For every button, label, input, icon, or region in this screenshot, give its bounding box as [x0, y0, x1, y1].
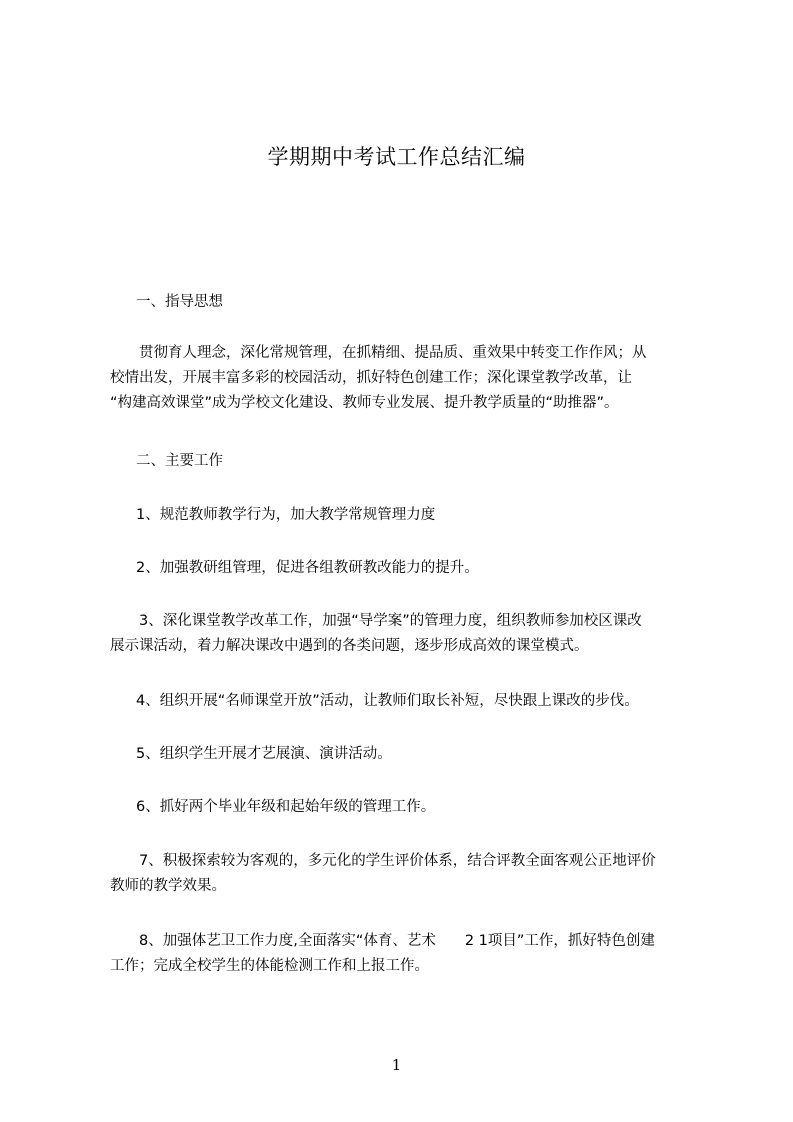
- work-item-6: 6、抓好两个毕业年级和起始年级的管理工作。: [136, 799, 436, 815]
- work-item-3: [110, 609, 710, 659]
- work-item-7: [110, 849, 710, 899]
- section-heading-main-work: 二、主要工作: [136, 453, 223, 469]
- work-item-2: 2、加强教研组管理，促进各组教研教改能力的提升。: [136, 560, 479, 576]
- item-line: 展示课活动，着力解决课改中遇到的各类问题，逐步形成高效的课堂模式。: [110, 638, 589, 654]
- work-item-5: 5、组织学生开展才艺展演、演讲活动。: [136, 746, 392, 762]
- work-item-8: [110, 929, 710, 979]
- document-title: 学期期中考试工作总结汇编: [267, 145, 526, 169]
- item-line: 3、深化课堂教学改革工作，加强“导学案”的管理力度，组织教师参加校区课改: [139, 613, 642, 629]
- work-item-4: 4、组织开展“名师课堂开放”活动，让教师们取长补短，尽快跟上课改的步伐。: [136, 693, 639, 709]
- item-line: 教师的教学效果。: [110, 878, 226, 894]
- work-item-1: 1、规范教师教学行为，加大教学常规管理力度: [136, 507, 436, 523]
- item-line: 工作；完成全校学生的体能检测工作和上报工作。: [110, 958, 429, 974]
- section-heading-guiding-ideology: 一、指导思想: [136, 294, 223, 310]
- item-line: 8、加强体艺卫工作力度,全面落实“体育、艺术 2 1项目”工作，抓好特色创建: [139, 933, 655, 949]
- page-number: 1: [391, 1056, 402, 1074]
- paragraph-line: 贯彻育人理念，深化常规管理，在抓精细、提品质、重效果中转变工作作风；从: [139, 345, 647, 361]
- paragraph-line: 校情出发，开展丰富多彩的校园活动，抓好特色创建工作；深化课堂教学改革，让: [110, 370, 632, 386]
- guiding-ideology-paragraph: [110, 341, 710, 416]
- paragraph-line: “构建高效课堂”成为学校文化建设、教师专业发展、提升教学质量的“助推器”。: [110, 395, 619, 411]
- item-line: 7、积极探索较为客观的，多元化的学生评价体系，结合评教全面客观公正地评价: [139, 853, 656, 869]
